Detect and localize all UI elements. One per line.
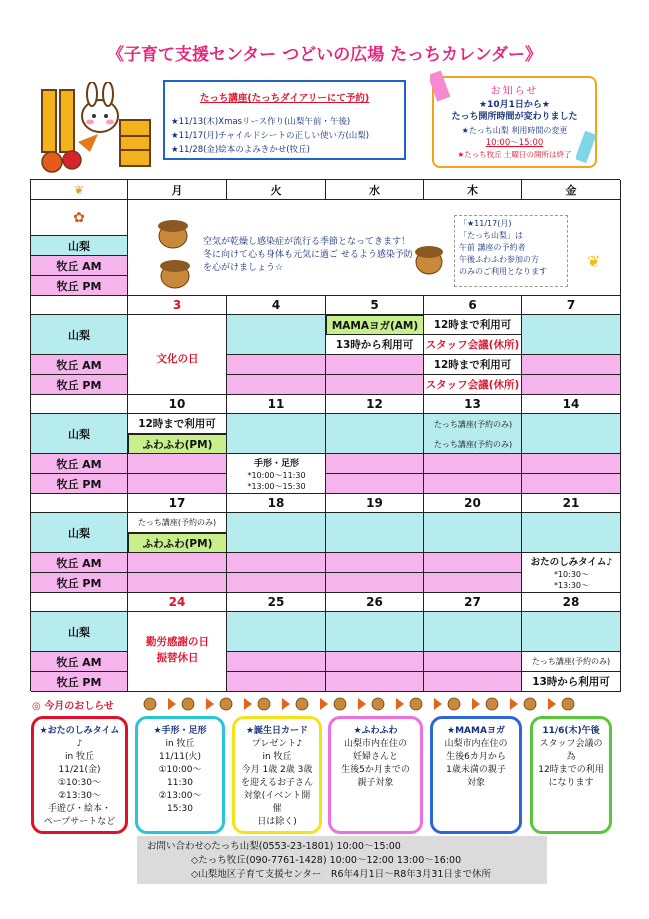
makioka-am-cell [522, 454, 621, 474]
digit-one-shape [60, 90, 74, 152]
date-cell: 17 [128, 494, 227, 513]
date-row-blank [31, 395, 128, 414]
makioka-pm-cell [522, 474, 621, 494]
handprint-event: 手形・足形 [253, 458, 299, 469]
fun-time-time: *10:30～ [553, 570, 590, 579]
makioka-am-cell [522, 355, 621, 375]
date-row-blank [31, 296, 128, 315]
makioka-am-cell [326, 355, 424, 375]
notice-card [430, 716, 522, 834]
course-item: ★11/28(金)絵本のよみきかせ(牧丘) [171, 145, 310, 155]
notice-card-line: 妊婦さんと [352, 752, 398, 762]
makioka-am-cell [424, 652, 522, 672]
makioka-am-cell [128, 454, 227, 474]
holiday-label: 振替休日 [156, 651, 199, 664]
date-cell: 3 [128, 296, 227, 315]
course-item: ★11/13(木)Xmasリース作り(山梨午前・午後) [171, 117, 351, 127]
makioka-am-cell [424, 553, 522, 573]
date-cell: 12 [326, 395, 424, 414]
weekday-header: 火 [227, 180, 326, 200]
notice-line: ★たっち牧丘 土曜日の開所は終了 [457, 150, 572, 159]
row-label-makioka-pm: 牧丘 PM [31, 672, 128, 692]
notice-card-line: ①10:30～ [57, 778, 101, 788]
touch-course-event: たっち講座(予約のみ) [433, 419, 513, 429]
date-cell: 21 [522, 494, 621, 513]
notice-line: ★たっち山梨 利用時間の変更 [461, 126, 568, 135]
row-label-yamanashi: 山梨 [31, 414, 128, 454]
date-cell: 28 [522, 593, 621, 612]
date-cell: 6 [424, 296, 522, 315]
memo-line: 午前 講座の予約者 [459, 243, 526, 252]
fun-time-event: おたのしみタイム♪ [530, 557, 613, 568]
makioka-pm-cell [128, 474, 227, 494]
row-label-yamanashi: 山梨 [31, 315, 128, 355]
notice-card-line: プレゼント♪ [251, 739, 303, 749]
row-label-yamanashi: 山梨 [31, 612, 128, 652]
notice-card-line: 15:30 [167, 804, 193, 814]
staff-meeting-event: スタッフ会議(休所) [424, 375, 522, 395]
weekday-header: 水 [326, 180, 424, 200]
open-from-13-event: 13時から利用可 [326, 335, 424, 355]
open-from-13-event: 13時から利用可 [522, 672, 621, 692]
yamanashi-cell [326, 414, 424, 454]
notice-card-line: 1歳未満の親子 [446, 765, 506, 775]
makioka-am-cell [326, 454, 424, 474]
notice-card-line: in 牧丘 [165, 739, 195, 749]
row-label-makioka-am: 牧丘 AM [31, 355, 128, 375]
makioka-am-cell [227, 652, 326, 672]
notice-card-line: in 牧丘 [64, 752, 95, 762]
date-cell: 26 [326, 593, 424, 612]
notice-line: 10:00～15:00 [485, 138, 544, 148]
date-row-blank [31, 494, 128, 513]
notice-card-title: ★手形・足形 [153, 726, 207, 736]
notice-card-line: ②13:00～ [158, 791, 202, 801]
row-label-makioka-pm: 牧丘 PM [31, 474, 128, 494]
notice-card-line: になります [548, 778, 594, 788]
makioka-pm-cell [227, 672, 326, 692]
notice-card-line: 山梨市内在住の [444, 739, 508, 749]
notice-card-line: ペープサートなど [43, 817, 116, 827]
makioka-am-cell [326, 553, 424, 573]
makioka-pm-cell [326, 672, 424, 692]
makioka-pm-cell [128, 573, 227, 593]
calendar-grid [30, 179, 620, 691]
staff-meeting-event: スタッフ会議(休所) [424, 335, 522, 355]
yamanashi-cell [424, 513, 522, 553]
touch-course-event: たっち講座(予約のみ) [522, 652, 621, 672]
row-label-makioka-am: 牧丘 AM [31, 553, 128, 573]
makioka-am-cell [326, 652, 424, 672]
date-cell: 27 [424, 593, 522, 612]
makioka-pm-cell [326, 474, 424, 494]
row-label-makioka-pm: 牧丘 PM [31, 375, 128, 395]
yamanashi-cell [326, 513, 424, 553]
notice-card-line: 手遊び・絵本・ [47, 804, 111, 814]
fuwafuwa-event: ふわふわ(PM) [128, 434, 227, 454]
yamanashi-cell [522, 513, 621, 553]
date-cell: 25 [227, 593, 326, 612]
notice-heading: お知らせ [490, 86, 539, 97]
notice-card-line: 対象 [466, 778, 485, 788]
date-cell: 18 [227, 494, 326, 513]
contact-line: ◇たっち牧丘(090-7761-1428) 10:00～12:00 13:00～16:00 [191, 855, 462, 866]
notice-card-line: 日は除く) [257, 817, 297, 827]
contact-line: ◇山梨地区子育て支援センター R6年4月1日～R8年3月31日まで休所 [191, 869, 491, 880]
notice-card-title: ★MAMAヨガ [447, 726, 505, 736]
notice-card-line: 対象(イベント開催 [243, 791, 311, 814]
date-row-blank [31, 593, 128, 612]
touch-course-event: たっち講座(予約のみ) [433, 439, 513, 449]
handprint-time: *10:00～11:30 [247, 470, 306, 480]
row-label-makioka-pm: 牧丘 PM [31, 276, 128, 296]
makioka-am-cell [227, 355, 326, 375]
notice-card [135, 716, 225, 834]
holiday-label: 文化の日 [156, 352, 199, 365]
course-info-box [163, 80, 406, 160]
memo-line: 「たっち山梨」は [459, 231, 523, 240]
notice-card-line: 12時までの利用 [538, 765, 604, 775]
notice-card-line: 11/11(火) [159, 752, 201, 762]
makioka-pm-cell [326, 573, 424, 593]
row-label-makioka-pm: 牧丘 PM [31, 573, 128, 593]
yamanashi-cell [326, 612, 424, 652]
course-item: ★11/17(月)チャイルドシートの正しい使い方(山梨) [171, 131, 370, 141]
open-until-12-event: 12時まで利用可 [424, 315, 522, 335]
notice-card-line: 生後5か月までの [341, 765, 410, 775]
makioka-pm-cell [227, 375, 326, 395]
open-until-12-event: 12時まで利用可 [424, 355, 522, 375]
yamanashi-cell [522, 315, 621, 355]
memo-line: のみのご利用となります [459, 267, 547, 276]
health-message: 空気が乾燥し感染症が流行る季節となってきます！冬に向けて心も身体も元気に過ご せるよう感染予防を心がけましょう☆ [203, 237, 413, 273]
row-label-yamanashi: 山梨 [31, 236, 128, 256]
digit-one-shape [42, 90, 56, 152]
date-cell: 14 [522, 395, 621, 414]
yamanashi-cell [227, 414, 326, 454]
row-label-makioka-am: 牧丘 AM [31, 256, 128, 276]
contact-line: お問い合わせ◇たっち山梨(0553-23-1801) 10:00～15:00 [147, 841, 401, 852]
course-box-heading: たっち講座(たっちダイアリーにて予約) [199, 93, 370, 104]
row-label-makioka-am: 牧丘 AM [31, 652, 128, 672]
yamanashi-cell [227, 315, 326, 355]
holiday-label: 勤労感謝の日 [146, 635, 209, 648]
yamanashi-cell [424, 612, 522, 652]
november-illustration [38, 82, 158, 174]
yamanashi-cell [227, 612, 326, 652]
fun-time-time: *13:30～ [553, 581, 590, 590]
makioka-pm-cell [424, 474, 522, 494]
date-cell: 20 [424, 494, 522, 513]
ginkgo-leaf-icon: ❦ [587, 252, 601, 271]
corner-cell [31, 180, 128, 200]
makioka-am-cell [424, 454, 522, 474]
date-cell: 10 [128, 395, 227, 414]
handprint-time: *13:00～15:30 [247, 481, 306, 491]
notice-card-title: ★誕生日カード [245, 726, 309, 736]
yamanashi-cell [227, 513, 326, 553]
weekday-header: 木 [424, 180, 522, 200]
notice-card-line: 山梨市内在住の [343, 739, 407, 749]
notice-card-title: 11/6(木)午後 [542, 726, 600, 736]
makioka-pm-cell [424, 573, 522, 593]
fuwafuwa-event: ふわふわ(PM) [128, 533, 227, 553]
notice-card-line: ②13:30～ [57, 791, 101, 801]
makioka-pm-cell [424, 672, 522, 692]
ginkgo-leaf-icon: ❦ [73, 182, 85, 197]
leaf-decoration-cell [31, 200, 128, 236]
notice-line: ★10月1日から★ [479, 100, 550, 110]
notice-card-line: 生後6カ月から [446, 752, 506, 762]
touch-course-event: たっち講座(予約のみ) [128, 513, 227, 533]
notice-card-line: スタッフ会議の為 [539, 739, 603, 762]
yamanashi-cell [522, 414, 621, 454]
row-label-makioka-am: 牧丘 AM [31, 454, 128, 474]
open-until-12-event: 12時まで利用可 [128, 414, 227, 434]
notice-card [328, 716, 423, 834]
makioka-pm-cell [227, 573, 326, 593]
acorn-icon [149, 206, 205, 294]
notice-card [31, 716, 128, 834]
notice-card-title: ★ふわふわ [353, 726, 398, 736]
makioka-am-cell [128, 553, 227, 573]
notice-box [432, 76, 597, 168]
notice-line: たっち開所時間が変わりました [451, 112, 578, 122]
notice-card-title: ★おたのしみタイム♪ [39, 726, 120, 749]
memo-line: 午後ふわふわ参加の方 [459, 255, 539, 264]
weekday-header: 月 [128, 180, 227, 200]
date-cell: 7 [522, 296, 621, 315]
acorn-garland-decoration [140, 694, 590, 712]
notice-card-line: 11/21(金) [58, 765, 101, 775]
memo-note [454, 215, 568, 287]
yamanashi-cell [522, 612, 621, 652]
date-cell: 5 [326, 296, 424, 315]
memo-line: 「★11/17(月) [459, 219, 512, 228]
maple-leaf-icon: ✿ [73, 209, 85, 226]
date-cell: 19 [326, 494, 424, 513]
date-cell: 4 [227, 296, 326, 315]
row-label-yamanashi: 山梨 [31, 513, 128, 553]
notice-card-line: in 牧丘 [262, 752, 292, 762]
month-notice-heading: ◎ 今月のおしらせ [32, 701, 114, 712]
makioka-pm-cell [326, 375, 424, 395]
page-title: 《子育て支援センター つどいの広場 たっちカレンダー》 [106, 45, 543, 65]
notice-card-line: 今月 1歳 2歳 3歳 [241, 765, 313, 775]
notice-card-line: ①10:00～ [158, 765, 202, 775]
notice-card-line: を迎えるお子さん [240, 778, 313, 788]
notice-card-line: 親子対象 [357, 778, 394, 788]
weekday-header: 金 [522, 180, 621, 200]
contact-info [137, 836, 547, 884]
date-cell: 13 [424, 395, 522, 414]
mama-yoga-event: MAMAヨガ(AM) [326, 315, 424, 335]
makioka-pm-cell [522, 375, 621, 395]
notice-card [232, 716, 322, 834]
date-cell: 24 [128, 593, 227, 612]
acorn-icon [411, 228, 451, 288]
notice-card-line: 11:30 [167, 778, 193, 788]
date-cell: 11 [227, 395, 326, 414]
notice-card [530, 716, 612, 834]
makioka-am-cell [227, 553, 326, 573]
